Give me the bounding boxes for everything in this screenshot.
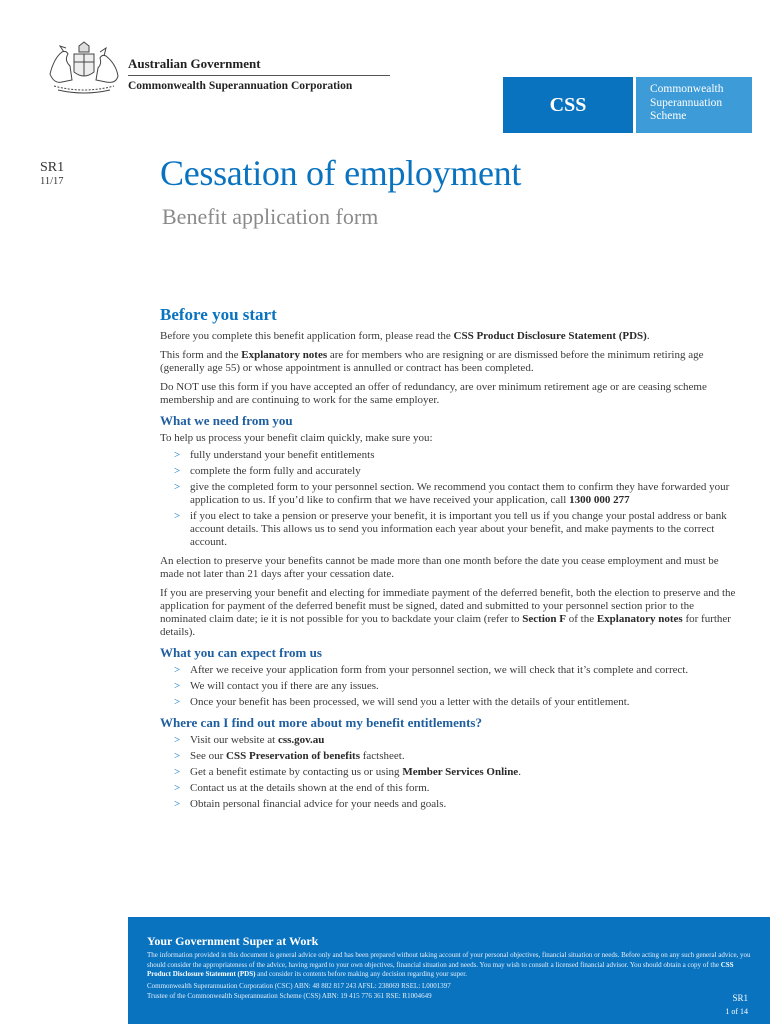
csc-line: Commonwealth Superannuation Corporation (CSC) ABN: 48 882 817 243 AFSL: 238069 RSEL: L0001397	[147, 982, 451, 990]
corporation-name: Commonwealth Superannuation Corporation	[128, 80, 353, 92]
chevron-right-icon: >	[174, 664, 181, 676]
chevron-right-icon: >	[174, 680, 181, 692]
footer-panel	[128, 917, 770, 1024]
chevron-right-icon: >	[174, 449, 181, 461]
chevron-right-icon: >	[174, 510, 181, 522]
header-divider	[128, 75, 390, 76]
list-item: > See our CSS Preservation of benefits factsheet.	[174, 750, 405, 762]
list-item: > if you elect to take a pension or preserve your benefit, it is important you tell us if you change your postal address or bank account details. This allows us to send you information each year about your benefit, and make payments to the correct account.	[174, 510, 727, 548]
need-list	[160, 449, 736, 549]
page-number: 1 of 14	[725, 1007, 748, 1016]
list-item: > Visit our website at css.gov.au	[174, 734, 325, 746]
footer-legal	[147, 982, 667, 1001]
scheme-line-3: Scheme	[650, 110, 687, 122]
deferred-paragraph: If you are preserving your benefit and electing for immediate payment of the deferred benefit, both the election to preserve and the application for payment of the deferred benefit must be signed, dated and submitted to your personnel section prior to the nominated claim date; ie it is not possible for you to backdate your claim (refer to Section F of the Explanatory notes for further details).	[160, 587, 736, 638]
chevron-right-icon: >	[174, 734, 181, 746]
chevron-right-icon: >	[174, 782, 181, 794]
before-paragraph-3: Do NOT use this form if you have accepted an offer of redundancy, are over minimum retirement age or are ceasing scheme membership and are continuing to work for the same employer.	[160, 381, 707, 406]
government-name: Australian Government	[128, 56, 261, 71]
footer-disclaimer: The information provided in this document is general advice only and has been prepared without taking account of your personal objectives, financial situation or needs. Before acting on any such general advice, you should consider the appropriateness of the advice, having regard to your own objectives, financial situation and needs. You may wish to consult a licensed financial advisor. You should obtain a copy of the CSS Product Disclosure Statement (PDS) and consider its contents before making any decision regarding your super.	[147, 951, 751, 978]
form-code: SR1	[40, 160, 65, 175]
css-logo-box: CSS	[503, 77, 633, 133]
list-item: > Once your benefit has been processed, we will send you a letter with the details of your entitlement.	[174, 696, 630, 708]
scheme-line-2: Superannuation	[650, 96, 723, 109]
list-item: > Get a benefit estimate by contacting us or using Member Services Online.	[174, 766, 521, 778]
phone-number: 1300 000 277	[569, 494, 630, 506]
list-item: > We will contact you if there are any issues.	[174, 680, 379, 692]
coat-of-arms-icon	[44, 40, 124, 96]
list-item: > After we receive your application form from your personnel section, we will check that it’s complete and correct.	[174, 664, 689, 676]
list-item: > give the completed form to your personnel section. We recommend you contact them to confirm they have forwarded your application to us. If you’d like to confirm that we have received your application, call 1300 000 277	[174, 481, 730, 506]
page-title: Cessation of employment	[160, 153, 522, 193]
before-paragraph-1: Before you complete this benefit application form, please read the CSS Product Disclosure Statement (PDS).	[160, 330, 650, 342]
need-intro: To help us process your benefit claim quickly, make sure you:	[160, 432, 433, 444]
before-you-start-heading: Before you start	[160, 305, 277, 324]
main-content	[160, 305, 736, 817]
list-item: > fully understand your benefit entitlements	[174, 449, 375, 461]
chevron-right-icon: >	[174, 798, 181, 810]
trustee-line: Trustee of the Commonwealth Superannuation Scheme (CSS) ABN: 19 415 776 361 RSE: R1004649	[147, 991, 432, 1000]
list-item: > complete the form fully and accurately	[174, 465, 361, 477]
list-item: > Contact us at the details shown at the end of this form.	[174, 782, 430, 794]
chevron-right-icon: >	[174, 696, 181, 708]
chevron-right-icon: >	[174, 750, 181, 762]
scheme-line-1: Commonwealth	[650, 83, 724, 95]
find-out-more-heading: Where can I find out more about my benefit entitlements?	[160, 715, 482, 730]
scheme-name-box	[636, 77, 752, 133]
what-you-can-expect-heading: What you can expect from us	[160, 645, 322, 660]
form-date: 11/17	[40, 176, 64, 187]
what-we-need-heading: What we need from you	[160, 413, 293, 428]
chevron-right-icon: >	[174, 766, 181, 778]
before-paragraph-2: This form and the Explanatory notes are for members who are resigning or are dismissed before the minimum retiring age (generally age 55) or whose appointment is annulled or contract has been completed.	[160, 349, 704, 374]
expect-list	[160, 664, 736, 709]
preserve-paragraph: An election to preserve your benefits cannot be made more than one month before the date you cease employment and must be made not later than 21 days after your cessation date.	[160, 555, 719, 580]
chevron-right-icon: >	[174, 481, 181, 493]
footer-form-code: SR1	[732, 993, 748, 1003]
footer-heading: Your Government Super at Work	[147, 934, 319, 948]
find-out-more-list	[160, 734, 736, 811]
list-item: > Obtain personal financial advice for your needs and goals.	[174, 798, 447, 810]
page-subtitle: Benefit application form	[162, 204, 379, 229]
website-link[interactable]: css.gov.au	[277, 734, 325, 746]
chevron-right-icon: >	[174, 465, 181, 477]
